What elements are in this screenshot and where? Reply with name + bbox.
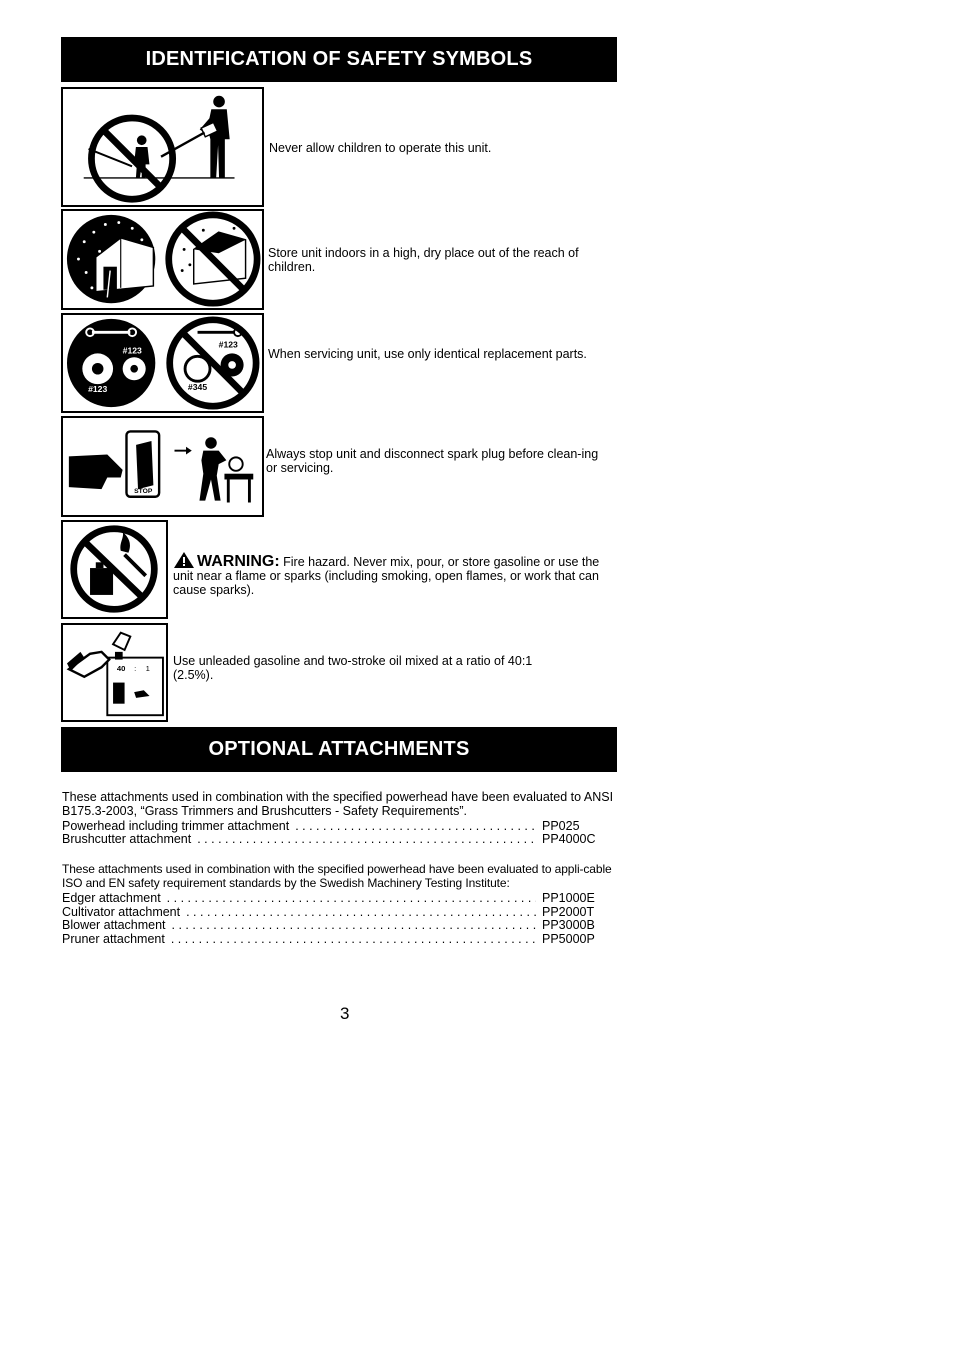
part-label-3: #123 [218, 339, 238, 350]
ansi-item-row [62, 832, 600, 846]
dot-leader [171, 932, 536, 946]
dot-leader [197, 832, 536, 846]
iso-item-row [62, 905, 600, 919]
identical-parts-icon [61, 313, 264, 413]
optional-attachments-heading: OPTIONAL ATTACHMENTS [61, 727, 617, 772]
attachment-label: Edger attachment [62, 891, 161, 905]
symbol-text-stop: Always stop unit and disconnect spark plug before clean-ing or servicing. [266, 447, 599, 475]
ratio-left: 40 [116, 664, 126, 674]
symbol-text-parts: When servicing unit, use only identical replacement parts. [268, 347, 587, 361]
ratio-sep: : [134, 664, 137, 674]
attachment-label: Pruner attachment [62, 932, 165, 946]
symbol-text-fuel: Use unleaded gasoline and two-stroke oil mixed at a ratio of 40:1 (2.5%). [173, 654, 533, 682]
warning-triangle-icon [173, 551, 195, 569]
warning-text: Fire hazard. Never mix, pour, or store gasoline or use the unit near a flame or sparks (including smoking, open flames, or work that can cause sparks). [173, 555, 600, 597]
part-label-1: #123 [122, 345, 142, 356]
fire-hazard-icon [61, 520, 168, 619]
attachment-code: PP3000B [542, 918, 595, 932]
attachment-code: PP5000P [542, 932, 595, 946]
warning-label: WARNING: [197, 553, 280, 570]
page-number: 3 [340, 1004, 350, 1023]
attachment-code: PP4000C [542, 832, 596, 846]
attachment-label: Powerhead including trimmer attachment [62, 819, 290, 833]
stop-disconnect-spark-plug-icon [61, 416, 264, 517]
part-label-4: #345 [187, 381, 208, 392]
dot-leader [295, 819, 536, 833]
store-indoors-icon [61, 209, 264, 310]
symbol-text-storage: Store unit indoors in a high, dry place out of the reach of children. [268, 246, 579, 274]
ansi-item-row [62, 819, 600, 833]
iso-item-row [62, 932, 600, 946]
iso-intro-paragraph: These attachments used in combination with the specified powerhead have been evaluated to appli-cable ISO and EN safety requirement standards by the Swedish Machinery Testing Institute: [62, 862, 612, 890]
dot-leader [186, 905, 536, 919]
dot-leader [167, 891, 536, 905]
stop-label: STOP [134, 487, 153, 495]
symbol-text-children: Never allow children to operate this unit. [269, 141, 492, 155]
attachment-label: Brushcutter attachment [62, 832, 192, 846]
ansi-intro-paragraph: These attachments used in combination with the specified powerhead have been evaluated to ANSI B175.3-2003, “Grass Trimmers and Brushcutters - Safety Requirements”. [62, 790, 614, 818]
safety-symbols-heading: IDENTIFICATION OF SAFETY SYMBOLS [61, 37, 617, 82]
attachment-code: PP2000T [542, 905, 595, 919]
attachment-code: PP025 [542, 819, 580, 833]
iso-item-row [62, 918, 600, 932]
attachment-label: Cultivator attachment [62, 905, 181, 919]
attachment-code: PP1000E [542, 891, 595, 905]
attachment-label: Blower attachment [62, 918, 166, 932]
iso-item-row [62, 891, 600, 905]
fuel-mix-icon [61, 623, 168, 722]
symbol-text-fire [173, 551, 603, 597]
dot-leader [172, 918, 536, 932]
ratio-right: 1 [145, 664, 150, 674]
part-label-2: #123 [88, 383, 108, 394]
no-children-operate-icon [61, 87, 264, 207]
